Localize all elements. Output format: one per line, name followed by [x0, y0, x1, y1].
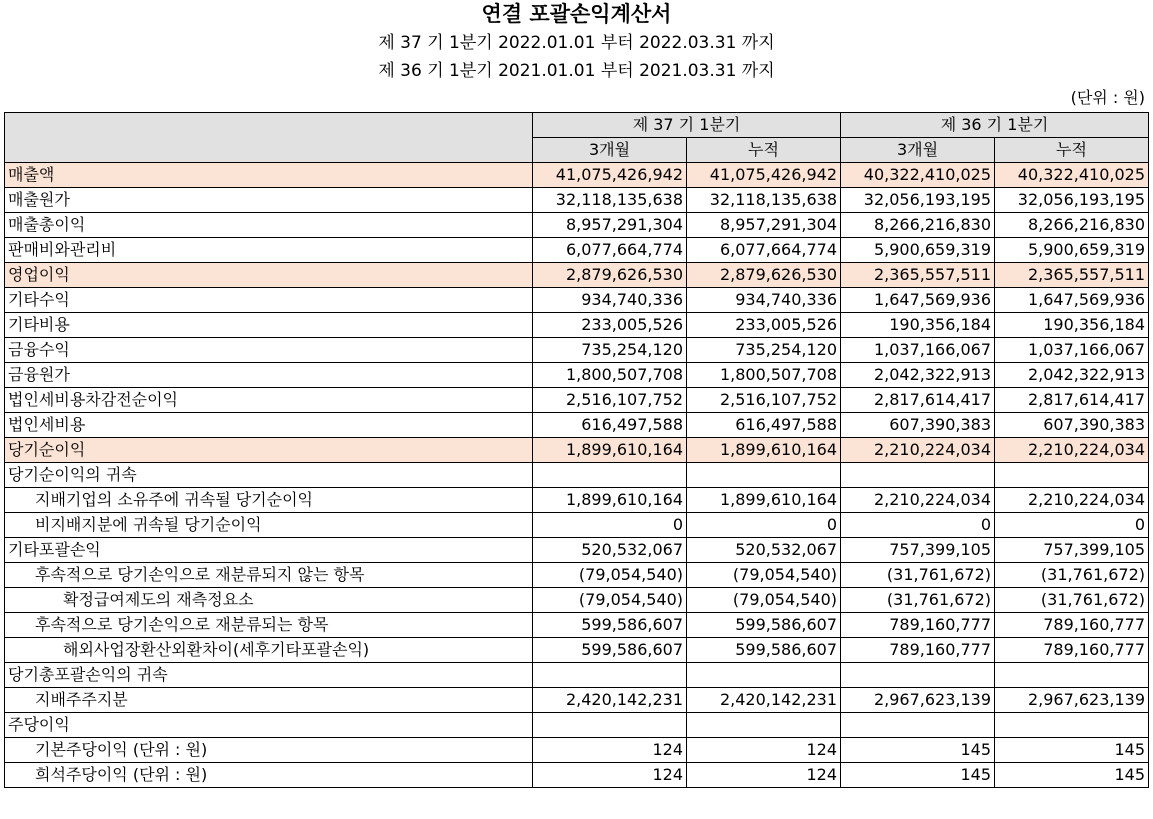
table-row [5, 288, 1149, 313]
row-label: 당기순이익 [5, 438, 533, 463]
table-body [5, 163, 1149, 788]
row-label: 당기순이익의 귀속 [5, 463, 533, 488]
table-row [5, 388, 1149, 413]
row-value [841, 463, 995, 488]
row-value: 789,160,777 [995, 638, 1149, 663]
statement-title: 연결 포괄손익계산서 [481, 2, 672, 26]
row-label: 영업이익 [5, 263, 533, 288]
row-value: (79,054,540) [687, 563, 841, 588]
row-value: 40,322,410,025 [995, 163, 1149, 188]
row-value: 1,037,166,067 [841, 338, 995, 363]
row-value: 40,322,410,025 [841, 163, 995, 188]
row-label: 해외사업장환산외환차이(세후기타포괄손익) [5, 638, 533, 663]
header-3month-37: 3개월 [533, 138, 687, 163]
row-value: 0 [841, 513, 995, 538]
row-value: 124 [533, 763, 687, 788]
table-row [5, 638, 1149, 663]
row-value: 8,266,216,830 [995, 213, 1149, 238]
row-value: 607,390,383 [841, 413, 995, 438]
row-value: 5,900,659,319 [995, 238, 1149, 263]
row-label: 확정급여제도의 재측정요소 [5, 588, 533, 613]
row-label: 희석주당이익 (단위 : 원) [5, 763, 533, 788]
row-value: 0 [687, 513, 841, 538]
row-value: 41,075,426,942 [687, 163, 841, 188]
row-value: 2,967,623,139 [995, 688, 1149, 713]
row-value: 145 [995, 763, 1149, 788]
row-value: 2,210,224,034 [995, 488, 1149, 513]
row-label: 후속적으로 당기손익으로 재분류되지 않는 항목 [5, 563, 533, 588]
period-prior: 제 36 기 1분기 2021.01.01 부터 2021.03.31 까지 [378, 61, 775, 81]
table-row [5, 613, 1149, 638]
row-label: 매출액 [5, 163, 533, 188]
row-value: 5,900,659,319 [841, 238, 995, 263]
row-value: 2,879,626,530 [533, 263, 687, 288]
row-label: 기타포괄손익 [5, 538, 533, 563]
row-value: 2,420,142,231 [533, 688, 687, 713]
row-value: 1,800,507,708 [533, 363, 687, 388]
row-value: 190,356,184 [841, 313, 995, 338]
row-value: 6,077,664,774 [533, 238, 687, 263]
header-period-36: 제 36 기 1분기 [841, 113, 1149, 138]
header-cumulative-37: 누적 [687, 138, 841, 163]
row-value: 599,586,607 [533, 638, 687, 663]
row-value: 599,586,607 [687, 638, 841, 663]
row-value [533, 463, 687, 488]
table-row [5, 188, 1149, 213]
row-value: 124 [687, 763, 841, 788]
row-value: 1,899,610,164 [533, 488, 687, 513]
row-value [841, 663, 995, 688]
row-value: 8,957,291,304 [687, 213, 841, 238]
row-value: 32,056,193,195 [841, 188, 995, 213]
row-value: 2,817,614,417 [841, 388, 995, 413]
table-header [5, 113, 1149, 163]
row-value: 2,210,224,034 [841, 488, 995, 513]
income-statement-table [4, 112, 1149, 788]
row-value: 934,740,336 [687, 288, 841, 313]
row-value: (79,054,540) [687, 588, 841, 613]
table-row [5, 713, 1149, 738]
row-value: (31,761,672) [841, 588, 995, 613]
row-value [995, 713, 1149, 738]
table-row [5, 763, 1149, 788]
row-value: 6,077,664,774 [687, 238, 841, 263]
row-value: 41,075,426,942 [533, 163, 687, 188]
row-value: 2,365,557,511 [995, 263, 1149, 288]
row-value: 599,586,607 [533, 613, 687, 638]
row-value: 2,516,107,752 [533, 388, 687, 413]
row-value: 735,254,120 [687, 338, 841, 363]
row-value: 0 [995, 513, 1149, 538]
row-value [687, 663, 841, 688]
row-label: 판매비와관리비 [5, 238, 533, 263]
row-value: 145 [995, 738, 1149, 763]
row-value: 789,160,777 [995, 613, 1149, 638]
row-label: 주당이익 [5, 713, 533, 738]
row-value: 2,516,107,752 [687, 388, 841, 413]
row-value: (79,054,540) [533, 588, 687, 613]
row-value [995, 663, 1149, 688]
row-label: 금융원가 [5, 363, 533, 388]
row-value: 190,356,184 [995, 313, 1149, 338]
row-value: 1,647,569,936 [995, 288, 1149, 313]
row-value: 934,740,336 [533, 288, 687, 313]
row-label: 기타수익 [5, 288, 533, 313]
row-value: 2,967,623,139 [841, 688, 995, 713]
row-value: 2,210,224,034 [995, 438, 1149, 463]
row-label: 후속적으로 당기손익으로 재분류되는 항목 [5, 613, 533, 638]
table-row [5, 563, 1149, 588]
row-label: 법인세비용차감전순이익 [5, 388, 533, 413]
row-value: 757,399,105 [841, 538, 995, 563]
row-label: 비지배지분에 귀속될 당기순이익 [5, 513, 533, 538]
row-label: 지배기업의 소유주에 귀속될 당기순이익 [5, 488, 533, 513]
row-value: 2,210,224,034 [841, 438, 995, 463]
row-value: 1,899,610,164 [687, 438, 841, 463]
row-value [533, 713, 687, 738]
row-value: 1,899,610,164 [533, 438, 687, 463]
row-value: 124 [533, 738, 687, 763]
table-row [5, 438, 1149, 463]
row-value: 735,254,120 [533, 338, 687, 363]
table-row [5, 413, 1149, 438]
table-row [5, 688, 1149, 713]
row-value: 0 [533, 513, 687, 538]
row-label: 매출총이익 [5, 213, 533, 238]
row-value: 2,879,626,530 [687, 263, 841, 288]
row-label: 법인세비용 [5, 413, 533, 438]
table-row [5, 538, 1149, 563]
table-row [5, 163, 1149, 188]
row-value: 599,586,607 [687, 613, 841, 638]
row-value: 616,497,588 [533, 413, 687, 438]
table-row [5, 238, 1149, 263]
table-row [5, 338, 1149, 363]
row-value: 789,160,777 [841, 638, 995, 663]
row-value: 233,005,526 [687, 313, 841, 338]
row-value: 233,005,526 [533, 313, 687, 338]
row-label: 매출원가 [5, 188, 533, 213]
row-value: 2,365,557,511 [841, 263, 995, 288]
row-value: 2,817,614,417 [995, 388, 1149, 413]
row-label: 기본주당이익 (단위 : 원) [5, 738, 533, 763]
row-value: 1,899,610,164 [687, 488, 841, 513]
row-value: 1,800,507,708 [687, 363, 841, 388]
header-cumulative-36: 누적 [995, 138, 1149, 163]
row-value [995, 463, 1149, 488]
table-row [5, 363, 1149, 388]
row-value: 616,497,588 [687, 413, 841, 438]
row-value [841, 713, 995, 738]
table-row [5, 313, 1149, 338]
table-row [5, 588, 1149, 613]
row-value: 1,037,166,067 [995, 338, 1149, 363]
row-value: 520,532,067 [687, 538, 841, 563]
row-value: 32,118,135,638 [533, 188, 687, 213]
row-value [687, 713, 841, 738]
row-value [533, 663, 687, 688]
table-row [5, 663, 1149, 688]
table-row [5, 463, 1149, 488]
row-value: 145 [841, 763, 995, 788]
row-value: 145 [841, 738, 995, 763]
period-current: 제 37 기 1분기 2022.01.01 부터 2022.03.31 까지 [378, 33, 775, 53]
row-label: 금융수익 [5, 338, 533, 363]
row-value: 789,160,777 [841, 613, 995, 638]
row-value: (31,761,672) [995, 563, 1149, 588]
statement-header [0, 0, 1153, 85]
row-value: 124 [687, 738, 841, 763]
row-value: (79,054,540) [533, 563, 687, 588]
table-row [5, 513, 1149, 538]
row-value: 1,647,569,936 [841, 288, 995, 313]
row-value: (31,761,672) [995, 588, 1149, 613]
row-value: 757,399,105 [995, 538, 1149, 563]
row-value: 8,266,216,830 [841, 213, 995, 238]
row-value: 520,532,067 [533, 538, 687, 563]
table-row [5, 488, 1149, 513]
header-3month-36: 3개월 [841, 138, 995, 163]
row-value: 2,420,142,231 [687, 688, 841, 713]
table-row [5, 738, 1149, 763]
table-row [5, 263, 1149, 288]
row-value: (31,761,672) [841, 563, 995, 588]
row-value: 8,957,291,304 [533, 213, 687, 238]
row-value: 2,042,322,913 [841, 363, 995, 388]
row-label: 지배주주지분 [5, 688, 533, 713]
unit-label: (단위 : 원) [1070, 88, 1145, 107]
table-row [5, 213, 1149, 238]
row-label: 당기총포괄손익의 귀속 [5, 663, 533, 688]
row-value: 32,118,135,638 [687, 188, 841, 213]
row-value: 2,042,322,913 [995, 363, 1149, 388]
header-blank-cell [5, 113, 533, 163]
header-period-37: 제 37 기 1분기 [533, 113, 841, 138]
row-value [687, 463, 841, 488]
row-value: 607,390,383 [995, 413, 1149, 438]
row-value: 32,056,193,195 [995, 188, 1149, 213]
row-label: 기타비용 [5, 313, 533, 338]
